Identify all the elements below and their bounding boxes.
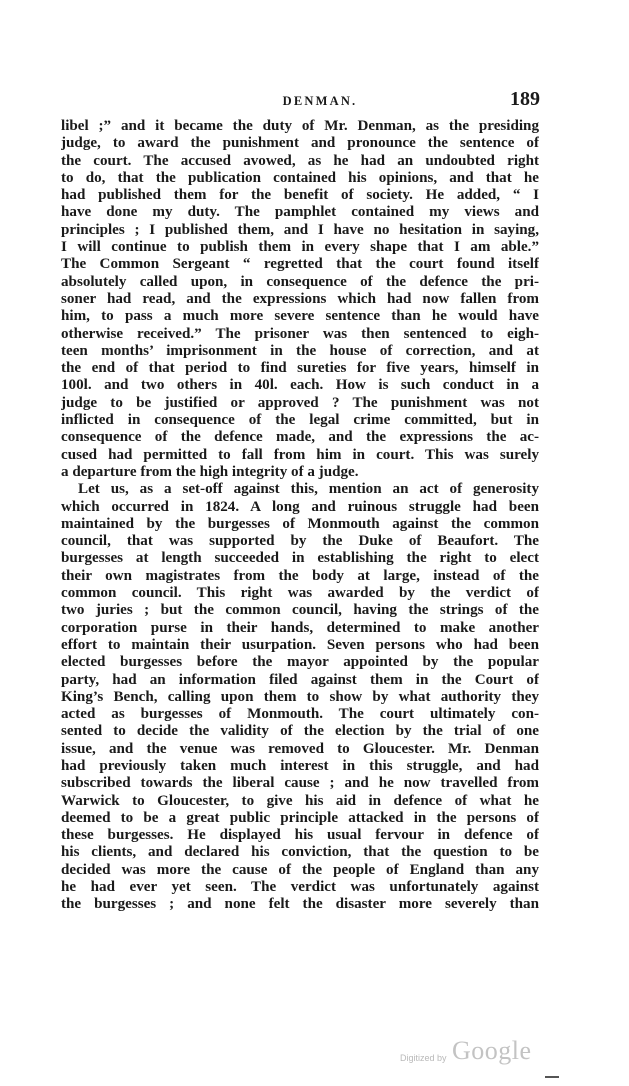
text-line: subscribed towards the liberal cause ; and he now travelled from <box>61 775 539 792</box>
text-line: council, that was supported by the Duke of Beaufort. The <box>61 533 539 550</box>
text-line: party, had an information filed against them in the Court of <box>61 671 539 688</box>
text-line: principles ; I published them, and I have no hesitation in saying, <box>61 221 539 238</box>
watermark-digitized-by: Digitized by <box>400 1053 447 1063</box>
text-line: deemed to be a great public principle attacked in the persons of <box>61 809 539 826</box>
text-line: libel ;” and it became the duty of Mr. Denman, as the presiding <box>61 118 539 134</box>
text-line: 100l. and two others in 40l. each. How is such conduct in a <box>61 377 539 394</box>
text-line: these burgesses. He displayed his usual fervour in defence of <box>61 827 539 844</box>
text-line: King’s Bench, calling upon them to show by what authority they <box>61 688 539 705</box>
text-line: Warwick to Gloucester, to give his aid in defence of what he <box>61 792 539 809</box>
text-line: which occurred in 1824. A long and ruinous struggle had been <box>61 498 539 515</box>
text-line: to do, that the publication contained his opinions, and that he <box>61 169 539 186</box>
google-watermark <box>400 1036 580 1070</box>
text-line: judge to be justified or approved ? The punishment was not <box>61 394 539 411</box>
text-line: corporation purse in their hands, determined to make another <box>61 619 539 636</box>
watermark-google-logo: Google <box>452 1036 532 1065</box>
text-line: teen months’ imprisonment in the house of correction, and at <box>61 342 539 359</box>
text-line: his clients, and declared his conviction, that the question to be <box>61 844 539 861</box>
running-title: DENMAN. <box>282 94 358 108</box>
text-line: burgesses at length succeeded in establishing the right to elect <box>61 550 539 567</box>
text-line: him, to pass a much more severe sentence than he would have <box>61 308 539 325</box>
text-line: the burgesses ; and none felt the disaster more severely than <box>61 896 539 913</box>
text-line: I will continue to publish them in every shape that I am able.” <box>61 239 539 256</box>
text-line: soner had read, and the expressions which had now fallen from <box>61 290 539 307</box>
text-line: effort to maintain their usurpation. Seven persons who had been <box>61 636 539 653</box>
text-line: judge, to award the punishment and pronounce the sentence of <box>61 135 539 152</box>
text-line: maintained by the burgesses of Monmouth against the common <box>61 515 539 532</box>
text-line-paragraph-start: Let us, as a set-off against this, mention an act of generosity <box>78 481 539 498</box>
text-line: issue, and the venue was removed to Gloucester. Mr. Denman <box>61 740 539 757</box>
text-line: elected burgesses before the mayor appointed by the popular <box>61 654 539 671</box>
text-line: absolutely called upon, in consequence of the defence the pri- <box>61 273 539 290</box>
text-line: cused had permitted to fall from him in court. This was surely <box>61 446 539 463</box>
text-line: have done my duty. The pamphlet contained my views and <box>61 204 539 221</box>
body-text <box>61 118 539 914</box>
text-line: their own magistrates from the body at large, instead of the <box>61 567 539 584</box>
page-number: 189 <box>510 88 540 110</box>
page-edge-mark <box>545 1076 559 1078</box>
text-line: common council. This right was awarded by the verdict of <box>61 585 539 602</box>
text-line: otherwise received.” The prisoner was then sentenced to eigh- <box>61 325 539 342</box>
text-line-paragraph-end: a departure from the high integrity of a judge. <box>61 463 359 480</box>
text-line: had published them for the benefit of society. He added, “ I <box>61 187 539 204</box>
text-line: the end of that period to find sureties for five years, himself in <box>61 360 539 377</box>
text-line: decided was more the cause of the people of England than any <box>61 861 539 878</box>
text-line: inflicted in consequence of the legal crime committed, but in <box>61 412 539 429</box>
text-line: consequence of the defence made, and the expressions the ac- <box>61 429 539 446</box>
text-line: acted as burgesses of Monmouth. The court ultimately con- <box>61 706 539 723</box>
text-line: he had ever yet seen. The verdict was unfortunately against <box>61 879 539 896</box>
text-line: had previously taken much interest in this struggle, and had <box>61 757 539 774</box>
text-line: the court. The accused avowed, as he had an undoubted right <box>61 152 539 169</box>
text-line: sented to decide the validity of the election by the trial of one <box>61 723 539 740</box>
text-line: The Common Sergeant “ regretted that the court found itself <box>61 256 539 273</box>
running-head <box>60 88 540 114</box>
text-line: two juries ; but the common council, having the strings of the <box>61 602 539 619</box>
